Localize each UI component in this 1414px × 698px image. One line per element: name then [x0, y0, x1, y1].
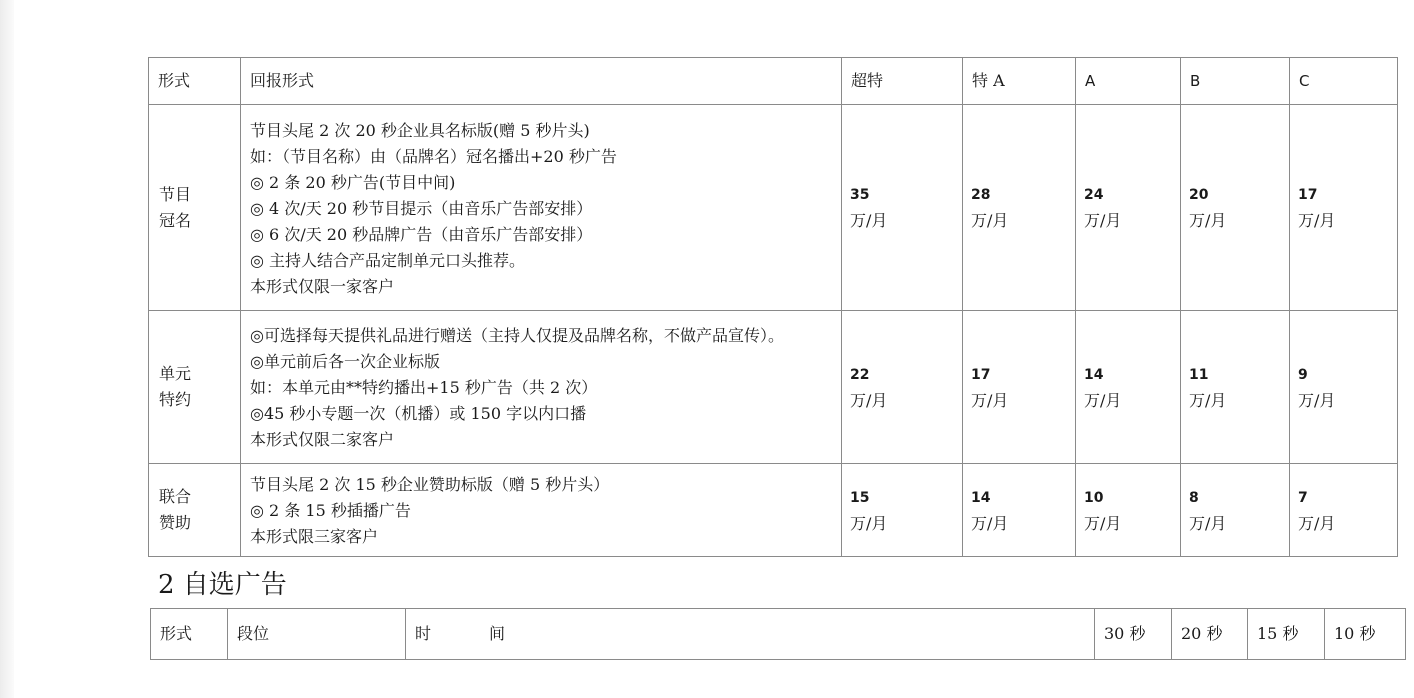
description-line: 如：（节目名称）由（品牌名）冠名播出+20 秒广告 — [250, 146, 617, 166]
price-c — [1290, 464, 1398, 557]
price-unit: 万/月 — [850, 390, 888, 410]
price-a — [1076, 311, 1181, 464]
row-label-line: 单元 — [159, 364, 192, 383]
price-c — [1290, 311, 1398, 464]
description-line: 节目头尾 2 次 20 秒企业具名标版(赠 5 秒片头) — [250, 120, 590, 140]
price-unit: 万/月 — [971, 211, 1009, 230]
description-line: 本形式限三家客户 — [250, 527, 379, 546]
header-super-special: 超特 — [842, 58, 963, 105]
price-b — [1181, 311, 1290, 464]
header-return-form: 回报形式 — [241, 58, 842, 105]
header-special-a: 特 A — [963, 58, 1076, 105]
table-header-row — [151, 609, 1406, 660]
row-label-line: 特约 — [159, 390, 192, 409]
price-value: 17 — [971, 366, 991, 383]
price-a — [1076, 105, 1181, 311]
header-15s: 15 秒 — [1248, 609, 1325, 660]
price-unit: 万/月 — [850, 211, 888, 230]
price-super — [842, 464, 963, 557]
price-unit: 万/月 — [1298, 513, 1336, 533]
price-value: 14 — [1084, 366, 1104, 383]
price-unit: 万/月 — [1084, 513, 1122, 533]
price-value: 7 — [1298, 489, 1308, 506]
price-unit: 万/月 — [1298, 211, 1336, 230]
header-c: C — [1290, 58, 1398, 105]
table-row — [149, 105, 1398, 311]
price-value: 22 — [850, 366, 870, 383]
price-value: 8 — [1189, 489, 1199, 506]
row-label — [149, 105, 241, 311]
price-unit: 万/月 — [1189, 390, 1227, 410]
price-super — [842, 105, 963, 311]
return-description — [241, 105, 842, 311]
row-label-line: 联合 — [159, 487, 192, 506]
price-unit: 万/月 — [971, 513, 1009, 533]
description-line: ◎ 4 次/天 20 秒节目提示（由音乐广告部安排） — [250, 198, 593, 218]
price-super — [842, 311, 963, 464]
description-line: 本形式仅限一家客户 — [250, 276, 395, 296]
price-value: 28 — [971, 187, 991, 203]
description-line: ◎ 2 条 15 秒插播广告 — [250, 501, 411, 520]
table-header-row — [149, 58, 1398, 105]
header-form: 形式 — [151, 609, 228, 660]
price-unit: 万/月 — [971, 390, 1009, 410]
scan-edge — [0, 0, 14, 698]
price-value: 11 — [1189, 366, 1209, 383]
return-description — [241, 464, 842, 557]
row-label — [149, 311, 241, 464]
price-value: 35 — [850, 187, 870, 203]
price-a — [1076, 464, 1181, 557]
table-row — [149, 464, 1398, 557]
price-value: 14 — [971, 489, 991, 506]
price-value: 10 — [1084, 489, 1104, 506]
row-label-line: 冠名 — [159, 210, 192, 230]
price-unit: 万/月 — [1084, 390, 1122, 410]
description-line: ◎ 2 条 20 秒广告(节目中间) — [250, 172, 456, 192]
description-line: ◎45 秒小专题一次（机播）或 150 字以内口播 — [250, 404, 587, 423]
price-b — [1181, 105, 1290, 311]
description-line: 如：本单元由**特约播出+15 秒广告（共 2 次） — [250, 378, 598, 397]
description-line: ◎单元前后各一次企业标版 — [250, 352, 440, 371]
header-segment: 段位 — [228, 609, 406, 660]
header-20s: 20 秒 — [1172, 609, 1248, 660]
row-label-line: 赞助 — [159, 513, 192, 532]
price-value: 9 — [1298, 366, 1308, 383]
description-line: 本形式仅限二家客户 — [250, 430, 395, 449]
price-special-a — [963, 311, 1076, 464]
header-10s: 10 秒 — [1325, 609, 1406, 660]
header-a: A — [1076, 58, 1181, 105]
row-label-line: 节目 — [159, 184, 192, 204]
header-time — [406, 609, 1095, 660]
sponsorship-price-table — [148, 57, 1398, 557]
description-line: 节目头尾 2 次 15 秒企业赞助标版（赠 5 秒片头） — [250, 475, 610, 494]
price-c — [1290, 105, 1398, 311]
price-unit: 万/月 — [1298, 390, 1336, 410]
table-row — [149, 311, 1398, 464]
price-b — [1181, 464, 1290, 557]
price-unit: 万/月 — [850, 513, 888, 533]
price-value: 17 — [1298, 187, 1318, 203]
row-label — [149, 464, 241, 557]
header-30s: 30 秒 — [1095, 609, 1172, 660]
price-value: 20 — [1189, 187, 1209, 203]
price-special-a — [963, 464, 1076, 557]
price-value: 15 — [850, 489, 870, 506]
header-form: 形式 — [149, 58, 241, 105]
price-special-a — [963, 105, 1076, 311]
header-time-char: 间 — [489, 624, 506, 643]
header-time-char: 时 — [415, 624, 432, 643]
price-unit: 万/月 — [1189, 211, 1227, 230]
return-description — [241, 311, 842, 464]
description-line: ◎可选择每天提供礼品进行赠送（主持人仅提及品牌名称，不做产品宣传）。 — [250, 326, 784, 345]
price-unit: 万/月 — [1084, 211, 1122, 230]
section-heading: 2 自选广告 — [158, 570, 287, 600]
price-unit: 万/月 — [1189, 513, 1227, 533]
description-line: ◎ 主持人结合产品定制单元口头推荐。 — [250, 250, 526, 270]
header-b: B — [1181, 58, 1290, 105]
self-selected-ad-table — [150, 608, 1406, 660]
description-line: ◎ 6 次/天 20 秒品牌广告（由音乐广告部安排） — [250, 224, 593, 244]
price-value: 24 — [1084, 187, 1104, 203]
